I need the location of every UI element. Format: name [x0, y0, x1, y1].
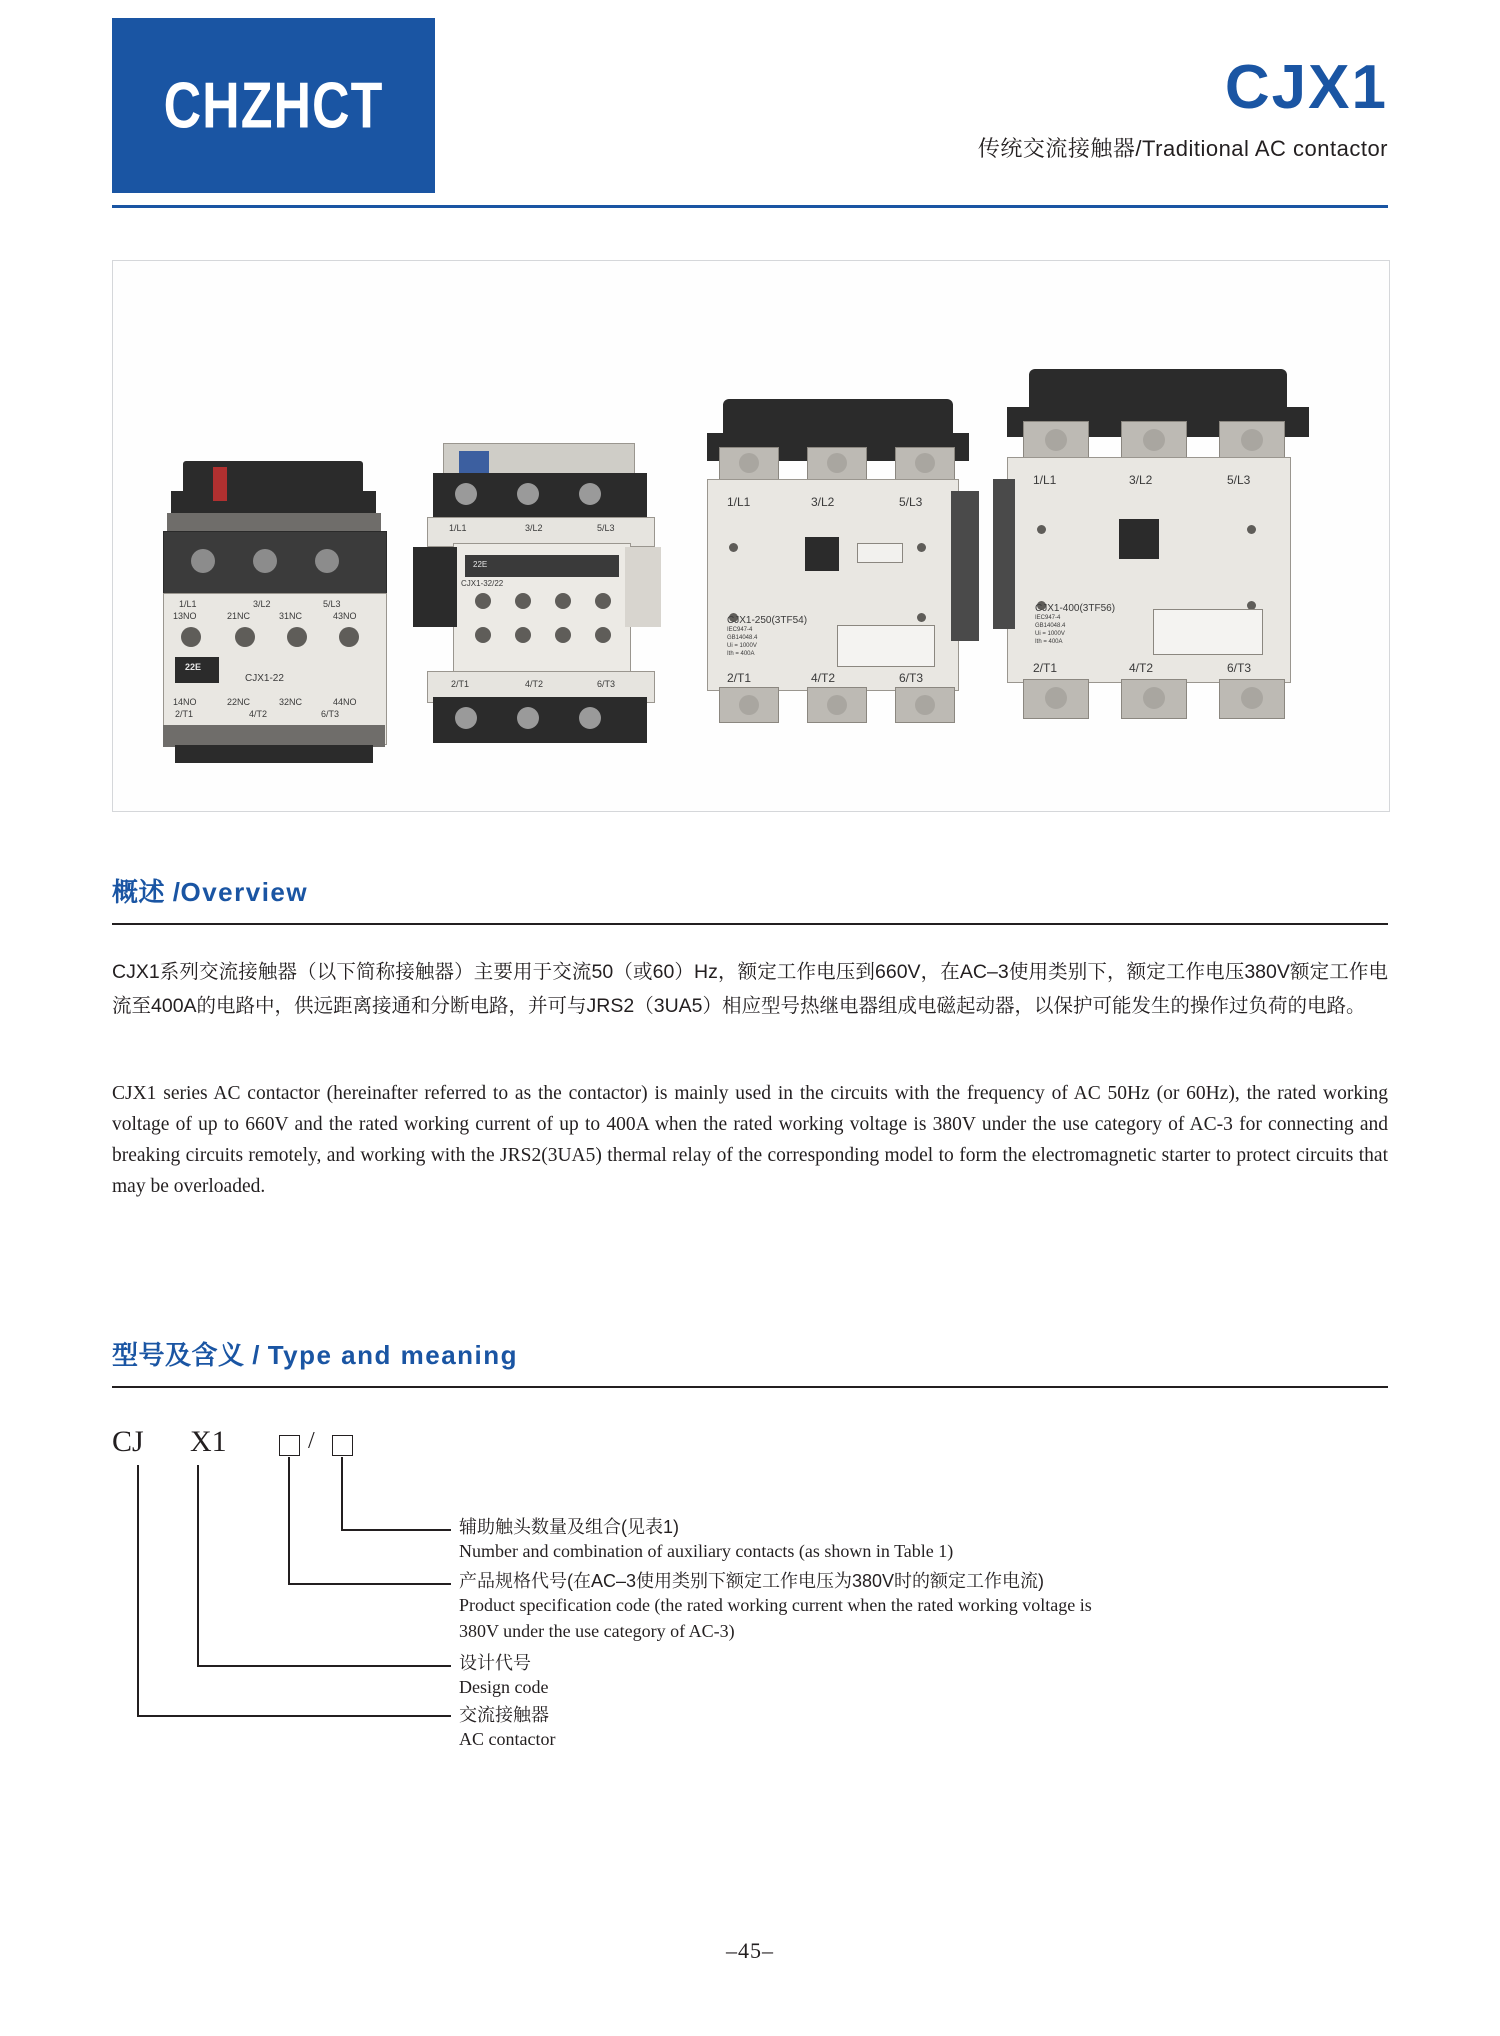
aux-label: 14NO — [173, 697, 197, 707]
note-spec-code-cn: 产品规格代号(在AC–3使用类别下额定工作电压为380V时的额定工作电流) — [459, 1571, 1045, 1591]
product-image-cjx1-400 — [993, 369, 1323, 789]
type-meaning-heading-cn: 型号及含义 — [112, 1340, 245, 1370]
spec-line: Ui = 1000V — [1035, 631, 1065, 637]
spec-line: GB14048.4 — [727, 635, 758, 641]
terminal-label: 2/T1 — [1033, 661, 1058, 675]
note-design-code-en: Design code — [459, 1677, 549, 1697]
leader-line-design-vertical — [197, 1465, 199, 1665]
spec-line: Ith = 400A — [1035, 639, 1063, 645]
terminal-label: 5/L3 — [899, 495, 923, 509]
overview-paragraph-en: CJX1 series AC contactor (hereinafter referred to as the contactor) is mainly used in the circuits with the frequency of AC 50Hz (or 60Hz), the rated working voltage of up to 660V and the rated working current of up to 400A when the rated working voltage is 380V under the use category of AC-3 for connecting and breaking circuits remotely, and working with the JRS2(3UA5) thermal relay of the corresponding model to form the electromagnetic starter to protect circuits that may be overloaded. — [112, 1083, 1388, 1197]
overview-section-header — [112, 872, 1388, 925]
terminal-label: 4/T2 — [525, 679, 544, 689]
spec-line: IEC947-4 — [1035, 615, 1061, 621]
terminal-label: 1/L1 — [179, 599, 197, 609]
terminal-label: 1/L1 — [1033, 473, 1057, 487]
terminal-label: 5/L3 — [323, 599, 341, 609]
page-number: –45– — [726, 1938, 774, 1963]
spec-line: IEC947-4 — [727, 627, 753, 633]
leader-line-contactor-vertical — [137, 1465, 139, 1715]
header-divider — [112, 205, 1388, 208]
code-box-aux — [332, 1435, 353, 1456]
terminal-label: 2/T1 — [727, 671, 752, 685]
product-photo-panel — [112, 260, 1390, 812]
note-ac-contactor-cn: 交流接触器 — [459, 1705, 549, 1725]
aux-label: 13NO — [173, 611, 197, 621]
code-part-x1: X1 — [190, 1425, 227, 1458]
terminal-label: 3/L2 — [811, 495, 835, 509]
terminal-label: 6/T3 — [899, 671, 924, 685]
aux-label: 44NO — [333, 697, 357, 707]
brand-logo — [112, 18, 435, 193]
model-label: CJX1-22 — [245, 673, 284, 684]
aux-label: 43NO — [333, 611, 357, 621]
model-label: CJX1-32/22 — [461, 579, 504, 588]
type-code-diagram — [112, 1425, 1388, 1755]
type-meaning-heading-en: Type and meaning — [267, 1340, 519, 1370]
note-spec-code-en-line2: 380V under the use category of AC-3) — [459, 1621, 735, 1641]
terminal-label: 3/L2 — [1129, 473, 1153, 487]
header-title-group — [978, 55, 1388, 163]
product-image-cjx1-250 — [693, 399, 983, 789]
page-title: CJX1 — [1224, 53, 1388, 122]
leader-line-spec-vertical — [288, 1457, 290, 1583]
overview-heading-en: Overview — [180, 877, 309, 907]
leader-line-contactor-horizontal — [137, 1715, 451, 1717]
type-meaning-heading-rule — [112, 1386, 1388, 1388]
terminal-label: 4/T2 — [1129, 661, 1154, 675]
code-separator: / — [308, 1428, 315, 1454]
overview-heading-rule — [112, 923, 1388, 925]
overview-paragraph-cn: CJX1系列交流接触器（以下简称接触器）主要用于交流50（或60）Hz，额定工作电压到660V，在AC–3使用类别下，额定工作电压380V额定工作电流至400A的电路中，供远距离接通和分断电路，并可与JRS2（3UA5）相应型号热继电器组成电磁起动器，以保护可能发生的操作过负荷的电路。 — [112, 961, 1388, 1017]
spec-line: Ith = 400A — [727, 651, 755, 657]
terminal-label: 4/T2 — [249, 709, 268, 719]
aux-label: 22NC — [227, 697, 251, 707]
code-part-cj: CJ — [112, 1425, 144, 1458]
terminal-label: 6/T3 — [1227, 661, 1252, 675]
overview-heading-sep: / — [165, 877, 181, 907]
aux-label: 32NC — [279, 697, 303, 707]
type-meaning-section-header — [112, 1335, 1388, 1388]
overview-heading — [112, 872, 1388, 909]
page-header — [0, 0, 1500, 215]
type-meaning-heading-sep: / — [244, 1340, 268, 1370]
terminal-label: 6/T3 — [321, 709, 340, 719]
note-spec-code-en-line1: Product specification code (the rated working current when the rated working voltage is — [459, 1595, 1092, 1615]
aux-label: 31NC — [279, 611, 303, 621]
type-meaning-heading — [112, 1335, 1388, 1372]
note-aux-contacts-en: Number and combination of auxiliary contacts (as shown in Table 1) — [459, 1541, 954, 1561]
terminal-label: 2/T1 — [451, 679, 470, 689]
terminal-label: 3/L2 — [253, 599, 271, 609]
leader-line-aux-vertical — [341, 1457, 343, 1529]
leader-line-spec-horizontal — [288, 1583, 451, 1585]
terminal-label: 5/L3 — [1227, 473, 1251, 487]
terminal-label: 2/T1 — [175, 709, 194, 719]
overview-heading-cn: 概述 — [112, 877, 166, 907]
leader-line-aux-horizontal — [341, 1529, 451, 1531]
code-box-spec — [279, 1435, 300, 1456]
note-design-code-cn: 设计代号 — [459, 1653, 531, 1673]
terminal-label: 1/L1 — [727, 495, 751, 509]
brand-logo-text: CHZHCT — [163, 69, 384, 142]
page-footer — [0, 1938, 1500, 1964]
leader-line-design-horizontal — [197, 1665, 451, 1667]
product-image-cjx1-22 — [153, 461, 403, 781]
model-label: CJX1-250(3TF54) — [727, 615, 808, 626]
page-subtitle: 传统交流接触器/Traditional AC contactor — [977, 136, 1388, 162]
terminal-label: 4/T2 — [811, 671, 836, 685]
aux-label: 21NC — [227, 611, 251, 621]
model-label: CJX1-400(3TF56) — [1035, 603, 1116, 614]
coil-label: 22E — [185, 662, 202, 672]
product-image-cjx1-32-22: 1/L1 3/L2 5/L3 22E CJX1-32/22 2/T1 4/T2 6/T3 — [413, 443, 673, 783]
note-aux-contacts-cn: 辅助触头数量及组合(见表1) — [459, 1517, 679, 1537]
terminal-label: 6/T3 — [597, 679, 616, 689]
spec-line: Ui = 1000V — [727, 643, 757, 649]
spec-line: GB14048.4 — [1035, 623, 1066, 629]
note-ac-contactor-en: AC contactor — [459, 1729, 556, 1749]
